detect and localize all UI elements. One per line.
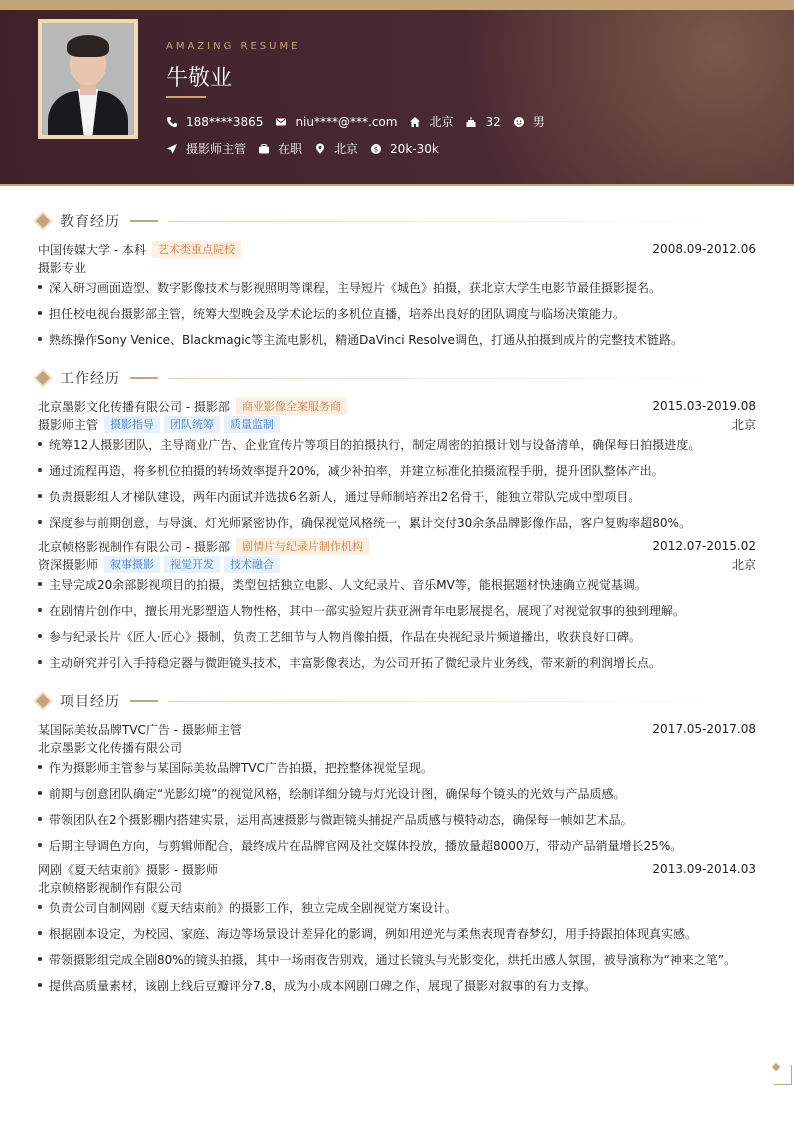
- home-icon: [409, 116, 421, 128]
- age-text: 32: [485, 114, 501, 129]
- job-status-item: [258, 140, 302, 157]
- company-tag: 剧情片与纪录片制作机构: [236, 538, 369, 555]
- project-title: 网剧《夏天结束前》摄影 - 摄影师: [38, 862, 218, 877]
- phone-icon: [166, 116, 178, 128]
- school-tag: 艺术类重点院校: [152, 241, 241, 258]
- cake-icon: [465, 116, 477, 128]
- email-item: [275, 115, 397, 129]
- list-item: 前期与创意团队确定“光影幻境”的视觉风格，绘制详细分镜与灯光设计图，确保每个镜头的光效与产品质感。: [38, 784, 756, 802]
- gender-item: [513, 113, 545, 130]
- project-org: 北京帧格影视制作有限公司: [38, 880, 183, 895]
- phone-text: 188****3865: [186, 114, 264, 129]
- resume-header: [0, 10, 794, 186]
- list-item: 深度参与前期创意，与导演、灯光师紧密协作，确保视觉风格统一，累计交付30余条品牌影像作品，客户复购率超80%。: [38, 513, 756, 531]
- list-item: 根据剧本设定，为校园、家庭、海边等场景设计差异化的影调，例如用逆光与柔焦表现青春梦幻，用手持跟拍体现真实感。: [38, 924, 756, 942]
- education-date: 2008.09-2012.06: [652, 242, 756, 256]
- diamond-icon: [36, 371, 50, 385]
- list-item: 深入研习画面造型、数字影像技术与影视照明等课程，主导短片《城色》拍摄，获北京大学生电影节最佳摄影提名。: [38, 278, 756, 296]
- list-item: 负责公司自制网剧《夏天结束前》的摄影工作，独立完成全剧视觉方案设计。: [38, 898, 756, 916]
- job-status-text: 在职: [278, 142, 303, 156]
- age-item: [465, 115, 500, 129]
- project-title: 某国际美妆品牌TVC广告 - 摄影师主管: [38, 722, 242, 737]
- job-info-row: [166, 140, 451, 157]
- avatar: [38, 19, 138, 139]
- work-header: [38, 397, 756, 415]
- education-header: [38, 240, 756, 258]
- briefcase-icon: [258, 143, 270, 155]
- top-accent-strip: [0, 0, 794, 10]
- salary-item: [370, 142, 439, 156]
- skill-tag: 摄影指导: [104, 416, 160, 433]
- work-role-row: [38, 415, 756, 433]
- skill-tag: 视觉开发: [164, 556, 220, 573]
- list-item: 主动研究并引入手持稳定器与微距镜头技术，丰富影像表达，为公司开拓了微纪录片业务线，带来新的利润增长点。: [38, 653, 756, 671]
- company-tag: 商业影像全案服务商: [236, 398, 347, 415]
- section-project: [36, 691, 756, 711]
- skill-tag: 技术融合: [224, 556, 280, 573]
- list-item: 担任校电视台摄影部主管，统筹大型晚会及学术论坛的多机位直播，培养出良好的团队调度与临场决策能力。: [38, 304, 756, 322]
- diamond-icon: [36, 694, 50, 708]
- money-icon: [370, 143, 382, 155]
- skill-tag: 团队统筹: [164, 416, 220, 433]
- work-city: 北京: [731, 417, 756, 432]
- hometown-text: 北京: [429, 115, 454, 129]
- skill-tag: 质量监制: [224, 416, 280, 433]
- project-org: 北京墨影文化传播有限公司: [38, 740, 183, 755]
- project-date: 2017.05-2017.08: [652, 722, 756, 736]
- list-item: 统筹12人摄影团队，主导商业广告、企业宣传片等项目的拍摄执行，制定周密的拍摄计划与设备清单，确保每日拍摄进度。: [38, 435, 756, 453]
- tagline: AMAZING RESUME: [166, 41, 301, 52]
- major: 摄影专业: [38, 260, 87, 275]
- hometown-item: [409, 113, 453, 130]
- email-text: niu****@***.com: [295, 114, 398, 129]
- candidate-name: 牛敬业: [166, 66, 233, 91]
- location-icon: [314, 143, 326, 155]
- job-role: 摄影师主管: [38, 417, 99, 432]
- list-item: 通过流程再造，将多机位拍摄的转场效率提升20%，减少补拍率，并建立标准化拍摄流程手册，提升团队整体产出。: [38, 461, 756, 479]
- user-icon: [513, 116, 525, 128]
- project-date: 2013.09-2014.03: [652, 862, 756, 876]
- list-item: 负责摄影组人才梯队建设，两年内面试并选拔6名新人，通过导师制培养出2名骨干，能独立带队完成中型项目。: [38, 487, 756, 505]
- target-city-item: [314, 140, 358, 157]
- section-education: [36, 211, 756, 231]
- diamond-icon: [36, 214, 50, 228]
- salary-text: 20k-30k: [390, 141, 439, 156]
- list-item: 后期主导调色方向，与剪辑师配合，最终成片在品牌官网及社交媒体投放，播放量超8000万，带动产品销量增长25%。: [38, 836, 756, 854]
- list-item: 在剧情片创作中，擅长用光影塑造人物性格，其中一部实验短片获亚洲青年电影展提名，展现了对视觉叙事的独到理解。: [38, 601, 756, 619]
- target-position-text: 摄影师主管: [186, 142, 247, 156]
- contact-info-row: [166, 113, 557, 130]
- work-header: [38, 537, 756, 555]
- school-name: 中国传媒大学 - 本科: [38, 242, 146, 257]
- section-title: 工作经历: [60, 371, 120, 387]
- section-title: 项目经历: [60, 694, 120, 710]
- profile-photo: [42, 23, 134, 135]
- list-item: 主导完成20余部影视项目的拍摄，类型包括独立电影、人文纪录片、音乐MV等，能根据题材快速确立视觉基调。: [38, 575, 756, 593]
- company-name: 北京帧格影视制作有限公司 - 摄影部: [38, 539, 230, 554]
- gender-text: 男: [532, 115, 545, 129]
- project-header: [38, 720, 756, 738]
- send-icon: [166, 143, 178, 155]
- list-item: 作为摄影师主管参与某国际美妆品牌TVC广告拍摄，把控整体视觉呈现。: [38, 758, 756, 776]
- list-item: 熟练操作Sony Venice、Blackmagic等主流电影机，精通DaVinci Resolve调色，打通从拍摄到成片的完整技术链路。: [38, 330, 756, 348]
- skill-tag: 叙事摄影: [104, 556, 160, 573]
- company-name: 北京墨影文化传播有限公司 - 摄影部: [38, 399, 230, 414]
- list-item: 提供高质量素材，该剧上线后豆瓣评分7.8，成为小成本网剧口碑之作，展现了摄影对叙事的有力支撑。: [38, 976, 756, 994]
- phone-item: [166, 115, 263, 129]
- mail-icon: [275, 116, 287, 128]
- work-city: 北京: [731, 557, 756, 572]
- target-city-text: 北京: [334, 142, 359, 156]
- project-header: [38, 860, 756, 878]
- job-role: 资深摄影师: [38, 557, 99, 572]
- name-underline: [166, 96, 206, 98]
- project-org-row: [38, 878, 756, 896]
- svg-text:$: $: [373, 145, 379, 154]
- education-major-row: [38, 258, 756, 276]
- work-role-row: [38, 555, 756, 573]
- list-item: 带领摄影组完成全剧80%的镜头拍摄，其中一场雨夜告别戏，通过长镜头与光影变化，烘托出感人氛围，被导演称为“神来之笔”。: [38, 950, 756, 968]
- work-date: 2012.07-2015.02: [652, 539, 756, 553]
- target-position-item: [166, 140, 246, 157]
- work-date: 2015.03-2019.08: [652, 399, 756, 413]
- section-work: [36, 368, 756, 388]
- list-item: 参与纪录长片《匠人·匠心》摄制，负责工艺细节与人物肖像拍摄，作品在央视纪录片频道播出，收获良好口碑。: [38, 627, 756, 645]
- project-org-row: [38, 738, 756, 756]
- section-title: 教育经历: [60, 214, 120, 230]
- list-item: 带领团队在2个摄影棚内搭建实景，运用高速摄影与微距镜头捕捉产品质感与模特动态，确保每一帧如艺术品。: [38, 810, 756, 828]
